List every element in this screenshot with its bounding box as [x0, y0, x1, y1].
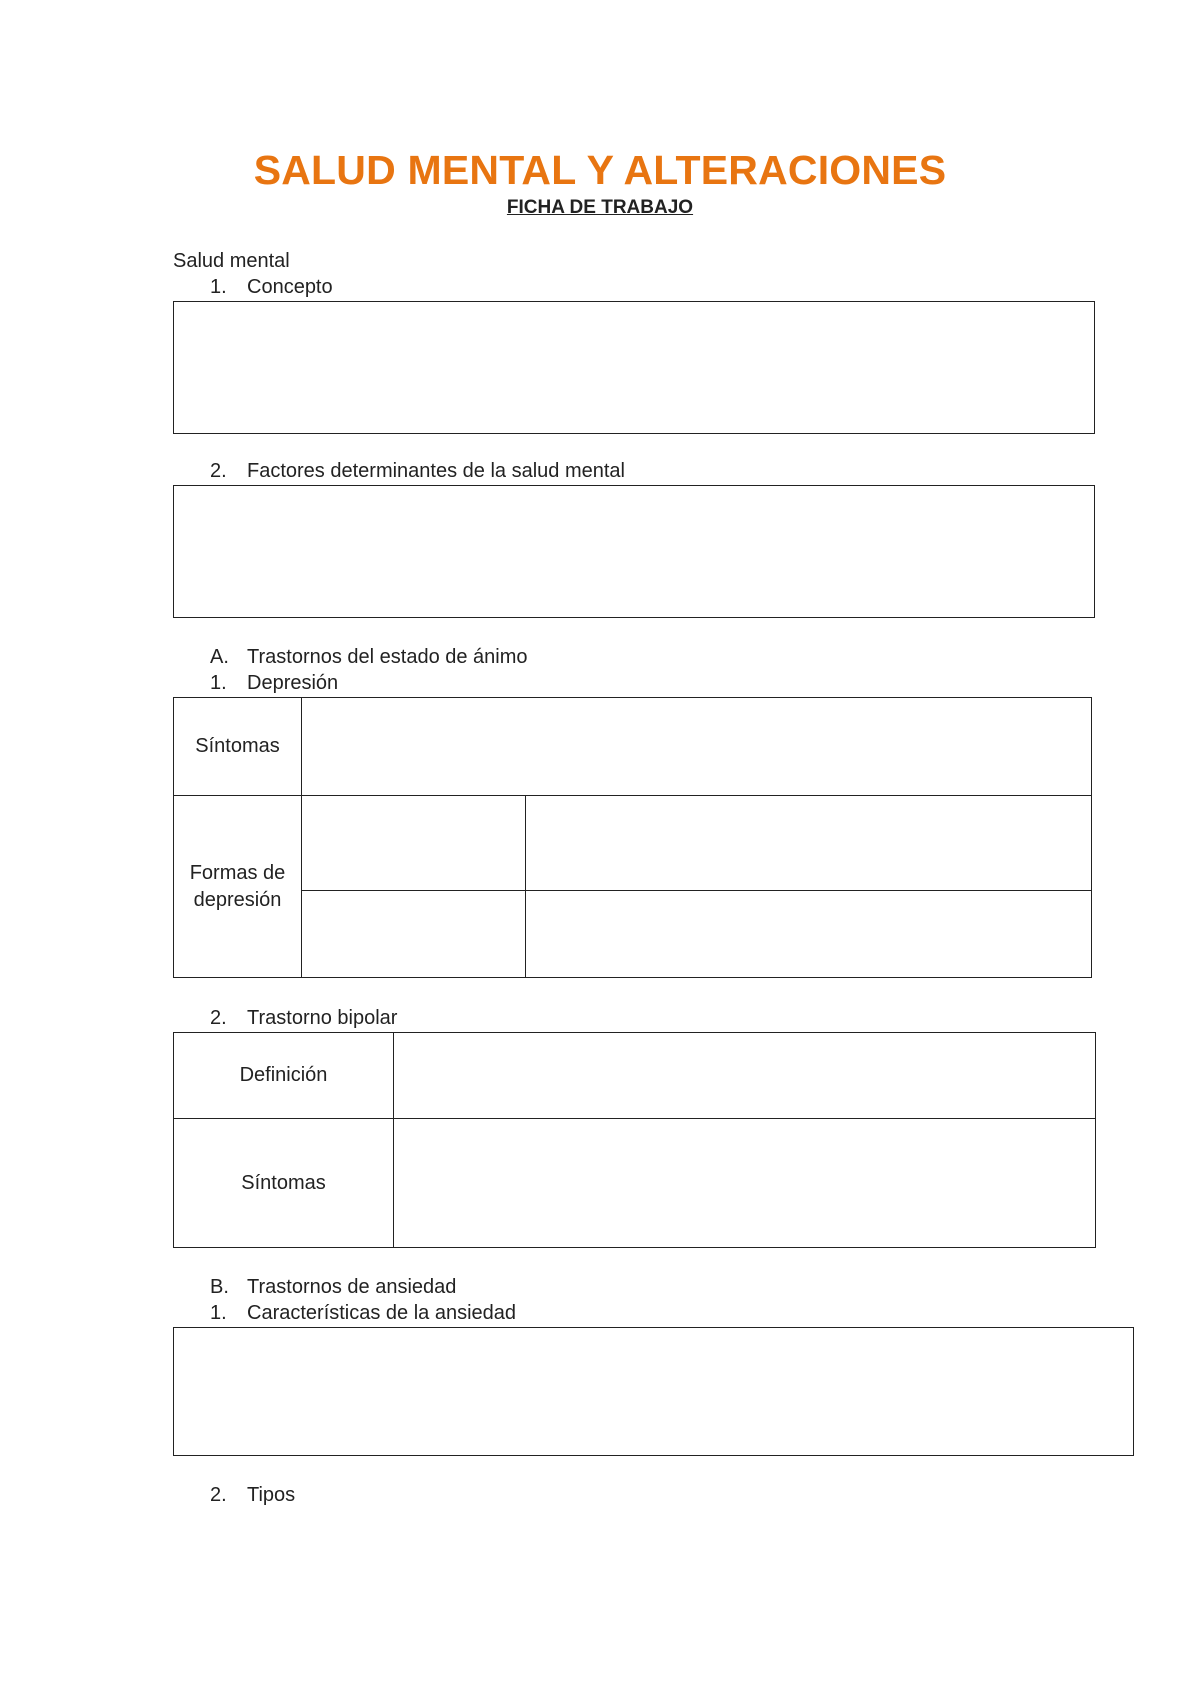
list-marker: A.	[210, 646, 229, 668]
list-label: Trastorno bipolar	[247, 1007, 398, 1029]
forma-name-cell-1[interactable]	[302, 796, 526, 891]
forma-name-cell-2[interactable]	[302, 891, 526, 978]
section-heading-salud-mental: Salud mental	[173, 250, 290, 272]
sintomas-bipolar-row-label: Síntomas	[174, 1119, 394, 1248]
list-label: Concepto	[247, 276, 333, 298]
list-label: Depresión	[247, 672, 339, 694]
factores-answer-box[interactable]	[173, 485, 1095, 618]
formas-label-line2: depresión	[193, 888, 282, 911]
formas-label-line1: Formas de	[189, 861, 286, 884]
list-marker: 1.	[210, 276, 227, 298]
page-title: SALUD MENTAL Y ALTERACIONES	[253, 147, 947, 193]
concepto-answer-box[interactable]	[173, 301, 1095, 434]
sintomas-row-label: Síntomas	[174, 698, 302, 796]
forma-description-cell-2[interactable]	[526, 891, 1092, 978]
sintomas-bipolar-answer-cell[interactable]	[394, 1119, 1096, 1248]
definicion-answer-cell[interactable]	[394, 1033, 1096, 1119]
bipolar-table	[173, 1032, 1096, 1248]
list-label: Características de la ansiedad	[247, 1302, 517, 1324]
caracteristicas-answer-box[interactable]	[173, 1327, 1134, 1456]
page-subtitle: FICHA DE TRABAJO	[506, 197, 694, 218]
list-label: Tipos	[247, 1484, 296, 1506]
definicion-row-label: Definición	[174, 1033, 394, 1119]
list-label: Trastornos de ansiedad	[247, 1276, 457, 1298]
list-marker: 1.	[210, 672, 227, 694]
list-label: Factores determinantes de la salud mental	[247, 460, 625, 482]
formas-depresion-row-label	[174, 796, 302, 978]
list-marker: 2.	[210, 1484, 227, 1506]
forma-description-cell-1[interactable]	[526, 796, 1092, 891]
list-marker: 2.	[210, 460, 227, 482]
list-marker: B.	[210, 1276, 229, 1298]
list-label: Trastornos del estado de ánimo	[247, 646, 528, 668]
depresion-table	[173, 697, 1092, 978]
sintomas-answer-cell[interactable]	[302, 698, 1092, 796]
list-marker: 1.	[210, 1302, 227, 1324]
list-marker: 2.	[210, 1007, 227, 1029]
